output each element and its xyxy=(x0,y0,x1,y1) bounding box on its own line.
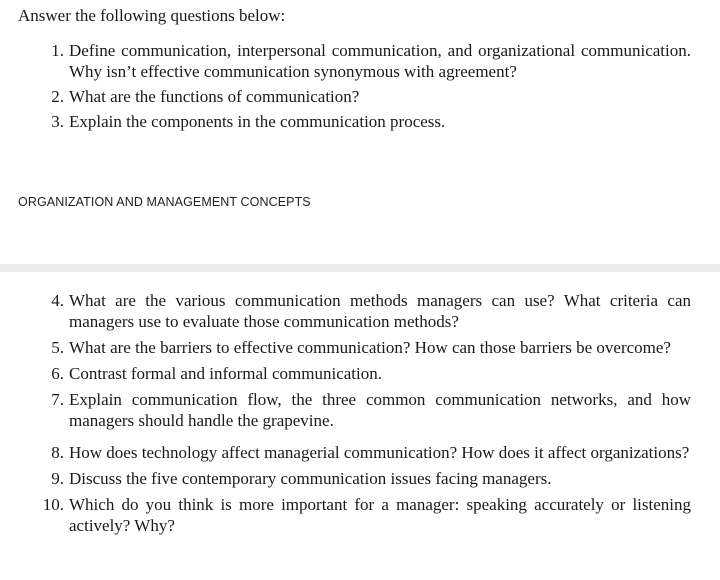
question-text: Explain communication flow, the three common communication networks, and how managers should handle the grapevine. xyxy=(69,390,691,430)
question-item xyxy=(0,442,720,463)
question-item xyxy=(0,40,720,82)
instructions-heading: Answer the following questions below: xyxy=(18,6,286,25)
question-number: 8. xyxy=(51,443,64,462)
question-text: How does technology affect managerial communication? How does it affect organizations? xyxy=(69,443,690,462)
page-divider xyxy=(0,264,720,272)
question-number: 5. xyxy=(51,338,64,357)
question-list-top xyxy=(0,40,720,132)
question-text: Discuss the five contemporary communication issues facing managers. xyxy=(69,469,552,488)
question-item xyxy=(0,86,720,107)
question-number: 3. xyxy=(51,112,64,131)
question-number: 2. xyxy=(51,87,64,106)
question-text: What are the barriers to effective communication? How can those barriers be overcome? xyxy=(69,338,671,357)
section-heading: ORGANIZATION AND MANAGEMENT CONCEPTS xyxy=(18,195,311,209)
question-number: 10. xyxy=(42,495,64,514)
question-number: 6. xyxy=(51,364,64,383)
question-text: What are the functions of communication? xyxy=(69,87,360,106)
question-item xyxy=(0,363,720,384)
question-item xyxy=(0,337,720,358)
question-item xyxy=(0,290,720,332)
question-text: What are the various communication methods managers can use? What criteria can managers use to evaluate those communication methods? xyxy=(69,291,691,331)
question-text: Contrast formal and informal communication. xyxy=(69,364,383,383)
question-item xyxy=(0,468,720,489)
question-item xyxy=(0,389,720,431)
question-text: Define communication, interpersonal communication, and organizational communication. Why isn’t effective communication synonymous with agreement? xyxy=(69,41,691,81)
question-number: 7. xyxy=(51,390,64,409)
question-number: 9. xyxy=(51,469,64,488)
question-number: 4. xyxy=(51,291,64,310)
question-list-bottom xyxy=(0,290,720,536)
question-item xyxy=(0,111,720,132)
question-text: Which do you think is more important for a manager: speaking accurately or listening actively? Why? xyxy=(69,495,691,535)
question-item xyxy=(0,494,720,536)
question-text: Explain the components in the communication process. xyxy=(69,112,446,131)
question-number: 1. xyxy=(51,41,64,60)
